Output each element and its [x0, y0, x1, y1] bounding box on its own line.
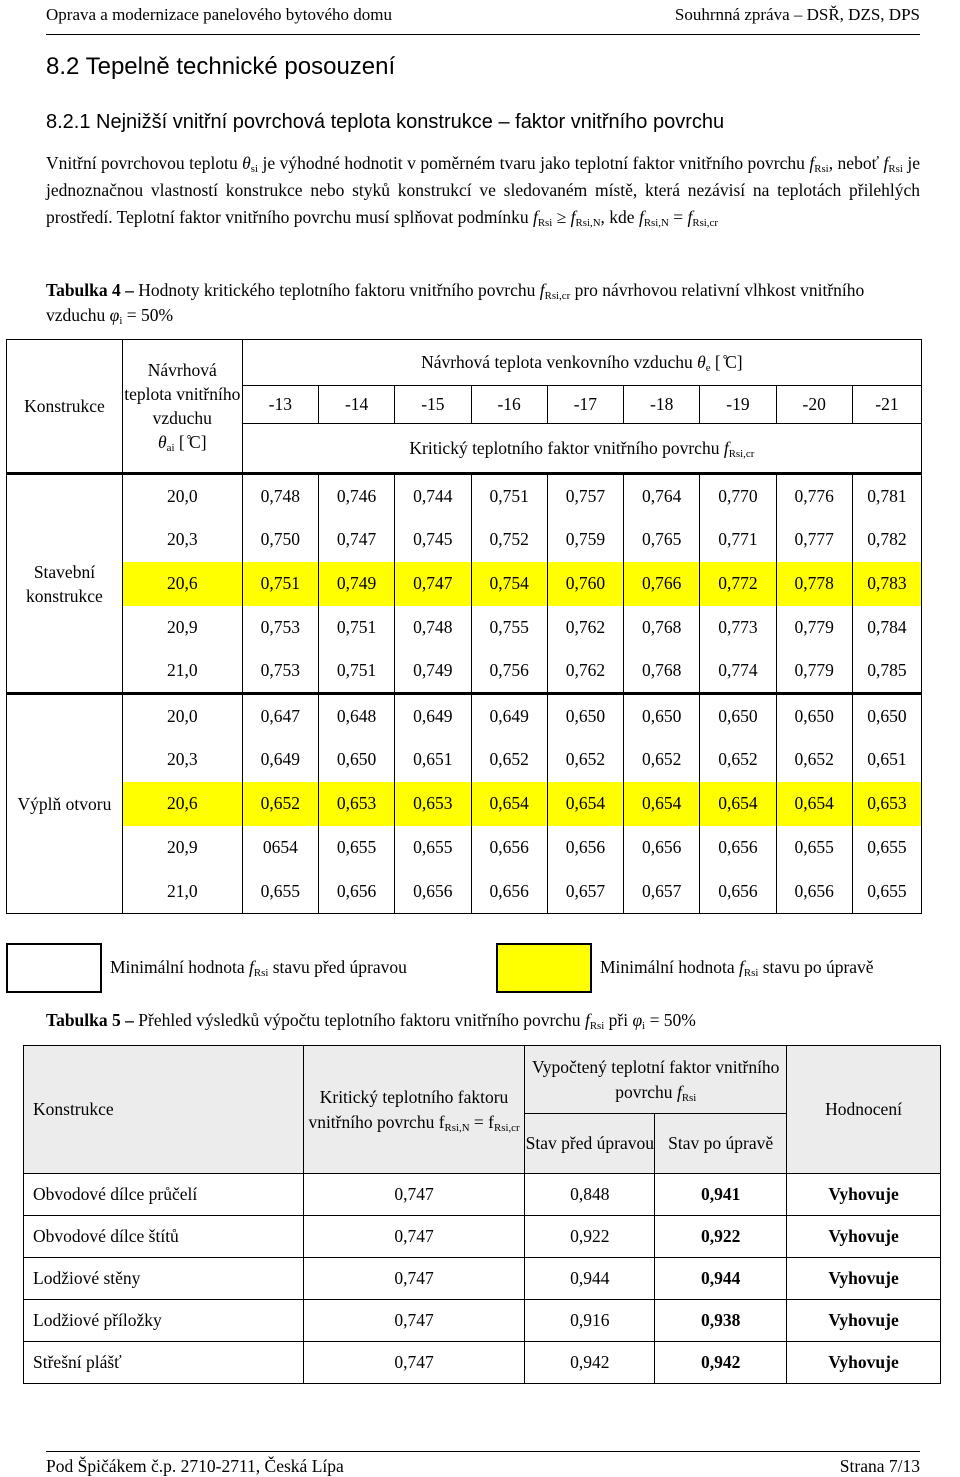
table4-caption — [46, 278, 920, 328]
factor-value-cell: 0,752 — [471, 518, 547, 562]
table-row — [7, 738, 922, 782]
factor-value-cell: 0,778 — [776, 562, 852, 606]
after-value-cell: 0,944 — [655, 1258, 787, 1300]
factor-value-cell: 0,656 — [776, 870, 852, 914]
factor-value-cell: 0,654 — [776, 782, 852, 826]
factor-value-cell: 0,746 — [318, 474, 394, 518]
factor-value-cell: 0,653 — [852, 782, 921, 826]
table-row — [24, 1342, 941, 1384]
outdoor-temp-cell: -19 — [700, 386, 776, 424]
factor-value-cell: 0,785 — [852, 650, 921, 694]
header-outdoor-temp — [242, 340, 921, 386]
factor-value-cell: 0,762 — [547, 650, 623, 694]
factor-value-cell: 0,744 — [395, 474, 471, 518]
para-text: , kde — [600, 207, 639, 227]
factor-value-cell: 0,655 — [395, 826, 471, 870]
f-symbol: f — [249, 957, 254, 977]
indoor-temp-cell: 20,0 — [122, 474, 242, 518]
critical-value-cell: 0,747 — [303, 1300, 525, 1342]
construction-name-cell: Obvodové dílce štítů — [24, 1216, 304, 1258]
subscript: Rsi,cr — [692, 217, 718, 229]
subscript: Rsi — [814, 163, 829, 175]
subscript: e — [705, 362, 711, 374]
evaluation-cell: Vyhovuje — [787, 1342, 941, 1384]
subscript: Rsi,cr — [728, 447, 755, 460]
table4-critical-factors — [6, 339, 922, 914]
factor-value-cell: 0,656 — [471, 826, 547, 870]
factor-value-cell: 0,649 — [471, 694, 547, 738]
unit-label: [ ̊C] — [174, 432, 207, 452]
factor-value-cell: 0,762 — [547, 606, 623, 650]
f-symbol: f — [584, 1010, 590, 1030]
f-symbol: f — [809, 153, 815, 173]
phi-symbol: φ — [109, 305, 120, 325]
factor-value-cell: 0,654 — [471, 782, 547, 826]
caption-label: Tabulka 4 — [46, 280, 121, 300]
eq-symbol: = f — [469, 1111, 494, 1132]
factor-value-cell: 0,766 — [624, 562, 700, 606]
factor-value-cell: 0,753 — [242, 606, 318, 650]
factor-value-cell: 0,771 — [700, 518, 776, 562]
table-row — [24, 1258, 941, 1300]
factor-value-cell: 0,655 — [852, 826, 921, 870]
outdoor-temp-cell: -18 — [624, 386, 700, 424]
factor-value-cell: 0,649 — [242, 738, 318, 782]
factor-value-cell: 0,651 — [852, 738, 921, 782]
factor-value-cell: 0,650 — [700, 694, 776, 738]
subscript: Rsi,cr — [544, 290, 571, 302]
group-name-cell: Stavební konstrukce — [7, 474, 123, 694]
factor-value-cell: 0,656 — [700, 826, 776, 870]
legend-text: stavu před úpravou — [268, 957, 407, 977]
table-row — [7, 650, 922, 694]
indoor-temp-cell: 20,6 — [122, 782, 242, 826]
header-indoor-temp — [122, 340, 242, 474]
evaluation-cell: Vyhovuje — [787, 1300, 941, 1342]
factor-value-cell: 0,749 — [318, 562, 394, 606]
ge-symbol: ≥ — [552, 207, 571, 227]
factor-value-cell: 0,768 — [624, 650, 700, 694]
factor-value-cell: 0,650 — [852, 694, 921, 738]
indoor-temp-cell: 21,0 — [122, 870, 242, 914]
factor-value-cell: 0,750 — [242, 518, 318, 562]
factor-value-cell: 0,654 — [624, 782, 700, 826]
indoor-temp-cell: 20,3 — [122, 518, 242, 562]
subscript: Rsi — [888, 163, 903, 175]
before-value-cell: 0,942 — [525, 1342, 655, 1384]
factor-value-cell: 0,654 — [547, 782, 623, 826]
after-value-cell: 0,922 — [655, 1216, 787, 1258]
page-header — [46, 0, 920, 40]
theta-symbol: θ — [697, 352, 706, 372]
factor-value-cell: 0,653 — [318, 782, 394, 826]
factor-value-cell: 0,751 — [242, 562, 318, 606]
factor-value-cell: 0,650 — [547, 694, 623, 738]
para-text: , neboť — [828, 153, 884, 173]
factor-value-cell: 0,651 — [395, 738, 471, 782]
subscript: Rsi — [253, 967, 269, 979]
f-symbol: f — [687, 207, 693, 227]
legend-after-label — [600, 957, 874, 978]
evaluation-cell: Vyhovuje — [787, 1258, 941, 1300]
factor-value-cell: 0,656 — [318, 870, 394, 914]
factor-value-cell: 0,781 — [852, 474, 921, 518]
header-project-title: Oprava a modernizace panelového bytového domu — [46, 5, 393, 24]
table-row — [7, 694, 922, 738]
subscript: Rsi — [681, 1091, 697, 1104]
factor-value-cell: 0,768 — [624, 606, 700, 650]
before-value-cell: 0,944 — [525, 1258, 655, 1300]
factor-value-cell: 0,755 — [471, 606, 547, 650]
table-row — [7, 562, 922, 606]
footer-divider — [46, 1451, 920, 1452]
phi-symbol: φ — [632, 1010, 643, 1030]
t5-header-computed-label: Vypočtený teplotní faktor vnitřního povrchu — [532, 1056, 780, 1102]
factor-value-cell: 0,765 — [624, 518, 700, 562]
legend-swatch-after — [496, 943, 592, 993]
t5-header-computed — [525, 1046, 787, 1114]
indoor-temp-cell: 21,0 — [122, 650, 242, 694]
theta-symbol: θ — [158, 432, 167, 452]
factor-value-cell: 0,652 — [547, 738, 623, 782]
factor-value-cell: 0,783 — [852, 562, 921, 606]
outdoor-temp-cell: -20 — [776, 386, 852, 424]
critical-value-cell: 0,747 — [303, 1216, 525, 1258]
factor-value-cell: 0,655 — [852, 870, 921, 914]
legend-text: Minimální hodnota — [110, 957, 250, 977]
before-value-cell: 0,922 — [525, 1216, 655, 1258]
para-text: Vnitřní povrchovou teplotu — [46, 153, 243, 173]
table5-caption — [46, 1010, 696, 1031]
critical-value-cell: 0,747 — [303, 1342, 525, 1384]
factor-value-cell: 0,653 — [395, 782, 471, 826]
indoor-temp-cell: 20,6 — [122, 562, 242, 606]
t5-header-critical-label: Kritický teplotního faktoru vnitřního povrchu f — [308, 1086, 509, 1132]
subscript: Rsi — [743, 967, 759, 979]
subscript: i — [119, 315, 123, 327]
section-title: 8.2 Tepelně technické posouzení — [46, 53, 396, 80]
f-symbol: f — [676, 1081, 682, 1102]
subsection-title: 8.2.1 Nejnižší vnitřní povrchová teplota konstrukce – faktor vnitřního povrchu — [46, 111, 725, 133]
evaluation-cell: Vyhovuje — [787, 1174, 941, 1216]
factor-value-cell: 0,655 — [776, 826, 852, 870]
factor-value-cell: 0,745 — [395, 518, 471, 562]
indoor-temp-cell: 20,9 — [122, 606, 242, 650]
after-value-cell: 0,941 — [655, 1174, 787, 1216]
header-document-type: Souhrnná zpráva – DSŘ, DZS, DPS — [674, 5, 920, 24]
indoor-temp-cell: 20,3 — [122, 738, 242, 782]
subscript: Rsi,N — [643, 217, 669, 229]
before-value-cell: 0,916 — [525, 1300, 655, 1342]
unit-label: [ ̊C] — [710, 352, 743, 372]
legend-before-label — [110, 957, 407, 978]
factor-value-cell: 0,657 — [547, 870, 623, 914]
t5-header-konstrukce: Konstrukce — [24, 1046, 304, 1174]
factor-value-cell: 0,747 — [395, 562, 471, 606]
f-symbol: f — [539, 280, 545, 300]
factor-value-cell: 0,760 — [547, 562, 623, 606]
caption-dash: – — [120, 280, 139, 300]
table5-results — [23, 1045, 941, 1384]
factor-value-cell: 0,657 — [624, 870, 700, 914]
header-outdoor-temp-label: Návrhová teplota venkovního vzduchu — [421, 352, 698, 372]
caption-text: Přehled výsledků výpočtu teplotního faktoru vnitřního povrchu — [138, 1010, 585, 1030]
factor-value-cell: 0,748 — [242, 474, 318, 518]
theta-symbol: θ — [242, 153, 251, 173]
header-critical-factor-label: Kritický teplotního faktor vnitřního povrchu — [409, 437, 724, 458]
header-konstrukce: Konstrukce — [7, 340, 123, 474]
t5-header-critical — [303, 1046, 525, 1174]
factor-value-cell: 0,650 — [776, 694, 852, 738]
factor-value-cell: 0,773 — [700, 606, 776, 650]
subscript: Rsi — [537, 217, 553, 229]
subscript: Rsi — [589, 1020, 605, 1032]
caption-text: při — [604, 1010, 633, 1030]
critical-value-cell: 0,747 — [303, 1174, 525, 1216]
intro-paragraph — [46, 150, 920, 231]
header-indoor-temp-label: Návrhová teplota vnitřního vzduchu — [124, 360, 241, 428]
factor-value-cell: 0,647 — [242, 694, 318, 738]
caption-text: pro návrhovou relativní vlhkost vnitřního vzduchu — [46, 280, 865, 325]
factor-value-cell: 0,656 — [700, 870, 776, 914]
header-critical-factor — [242, 424, 921, 474]
subscript: si — [250, 163, 259, 175]
factor-value-cell: 0,650 — [624, 694, 700, 738]
factor-value-cell: 0,754 — [471, 562, 547, 606]
outdoor-temp-cell: -13 — [242, 386, 318, 424]
outdoor-temp-cell: -21 — [852, 386, 921, 424]
factor-value-cell: 0,753 — [242, 650, 318, 694]
factor-value-cell: 0,776 — [776, 474, 852, 518]
factor-value-cell: 0,652 — [700, 738, 776, 782]
table-row — [7, 606, 922, 650]
factor-value-cell: 0,784 — [852, 606, 921, 650]
group-name-cell: Výplň otvoru — [7, 694, 123, 914]
legend-text: Minimální hodnota — [600, 957, 740, 977]
factor-value-cell: 0,748 — [395, 606, 471, 650]
factor-value-cell: 0,751 — [471, 474, 547, 518]
factor-value-cell: 0,751 — [318, 650, 394, 694]
subscript: Rsi,N — [444, 1121, 470, 1134]
factor-value-cell: 0,751 — [318, 606, 394, 650]
subscript: Rsi,N — [575, 217, 601, 229]
eq-symbol: = — [668, 207, 688, 227]
para-text: je jednoznačnou vlastností konstrukce nebo styků konstrukcí ve sledovaném místě, která nezávisí na teplotách přilehlých prostředí. Teplotní faktor vnitřního povrchu musí splňovat podmínku — [46, 153, 920, 227]
factor-value-cell: 0,652 — [471, 738, 547, 782]
construction-name-cell: Lodžiové stěny — [24, 1258, 304, 1300]
factor-value-cell: 0,649 — [395, 694, 471, 738]
before-value-cell: 0,848 — [525, 1174, 655, 1216]
factor-value-cell: 0,652 — [624, 738, 700, 782]
para-text: je výhodné hodnotit v poměrném tvaru jako teplotní faktor vnitřního povrchu — [258, 153, 810, 173]
caption-text: Hodnoty kritického teplotního faktoru vnitřního povrchu — [138, 280, 540, 300]
table-row — [7, 518, 922, 562]
factor-value-cell: 0,779 — [776, 606, 852, 650]
f-symbol: f — [739, 957, 744, 977]
table-row — [24, 1300, 941, 1342]
factor-value-cell: 0,648 — [318, 694, 394, 738]
construction-name-cell: Obvodové dílce průčelí — [24, 1174, 304, 1216]
factor-value-cell: 0,777 — [776, 518, 852, 562]
table-row — [7, 782, 922, 826]
f-symbol: f — [570, 207, 576, 227]
indoor-temp-cell: 20,0 — [122, 694, 242, 738]
caption-dash: – — [120, 1010, 139, 1030]
factor-value-cell: 0,759 — [547, 518, 623, 562]
outdoor-temp-cell: -16 — [471, 386, 547, 424]
table-row — [7, 870, 922, 914]
factor-value-cell: 0,756 — [471, 650, 547, 694]
caption-text: = 50% — [122, 305, 174, 325]
outdoor-temp-cell: -14 — [318, 386, 394, 424]
footer-page-number: Strana 7/13 — [839, 1456, 920, 1476]
table-row — [7, 826, 922, 870]
factor-value-cell: 0,770 — [700, 474, 776, 518]
factor-value-cell: 0,747 — [318, 518, 394, 562]
f-symbol: f — [532, 207, 538, 227]
subscript: ai — [166, 442, 175, 454]
construction-name-cell: Lodžiové příložky — [24, 1300, 304, 1342]
footer-address: Pod Špičákem č.p. 2710-2711, Česká Lípa — [46, 1456, 344, 1476]
indoor-temp-cell: 20,9 — [122, 826, 242, 870]
factor-value-cell: 0,656 — [547, 826, 623, 870]
factor-value-cell: 0,654 — [700, 782, 776, 826]
legend-swatch-before — [6, 943, 102, 993]
construction-name-cell: Střešní plášť — [24, 1342, 304, 1384]
outdoor-temp-cell: -17 — [547, 386, 623, 424]
factor-value-cell: 0,782 — [852, 518, 921, 562]
legend-text: stavu po úpravě — [758, 957, 874, 977]
caption-text: = 50% — [645, 1010, 696, 1030]
t5-header-evaluation: Hodnocení — [787, 1046, 941, 1174]
caption-label: Tabulka 5 — [46, 1010, 121, 1030]
t5-header-after: Stav po úpravě — [655, 1114, 787, 1174]
factor-value-cell: 0,779 — [776, 650, 852, 694]
after-value-cell: 0,938 — [655, 1300, 787, 1342]
subscript: Rsi,cr — [494, 1121, 520, 1134]
factor-value-cell: 0,749 — [395, 650, 471, 694]
evaluation-cell: Vyhovuje — [787, 1216, 941, 1258]
factor-value-cell: 0,655 — [242, 870, 318, 914]
table-row — [24, 1216, 941, 1258]
factor-value-cell: 0,650 — [318, 738, 394, 782]
t5-header-before: Stav před úpravou — [525, 1114, 655, 1174]
f-symbol: f — [723, 437, 729, 458]
factor-value-cell: 0,656 — [624, 826, 700, 870]
subscript: i — [642, 1020, 646, 1032]
f-symbol: f — [638, 207, 644, 227]
factor-value-cell: 0,656 — [395, 870, 471, 914]
header-divider — [46, 34, 920, 35]
after-value-cell: 0,942 — [655, 1342, 787, 1384]
critical-value-cell: 0,747 — [303, 1258, 525, 1300]
factor-value-cell: 0,656 — [471, 870, 547, 914]
f-symbol: f — [883, 153, 889, 173]
factor-value-cell: 0,764 — [624, 474, 700, 518]
outdoor-temp-cell: -15 — [395, 386, 471, 424]
factor-value-cell: 0,772 — [700, 562, 776, 606]
factor-value-cell: 0,652 — [776, 738, 852, 782]
factor-value-cell: 0,655 — [318, 826, 394, 870]
factor-value-cell: 0,774 — [700, 650, 776, 694]
table-row — [24, 1174, 941, 1216]
table-row — [7, 474, 922, 518]
factor-value-cell: 0,652 — [242, 782, 318, 826]
factor-value-cell: 0654 — [242, 826, 318, 870]
factor-value-cell: 0,757 — [547, 474, 623, 518]
